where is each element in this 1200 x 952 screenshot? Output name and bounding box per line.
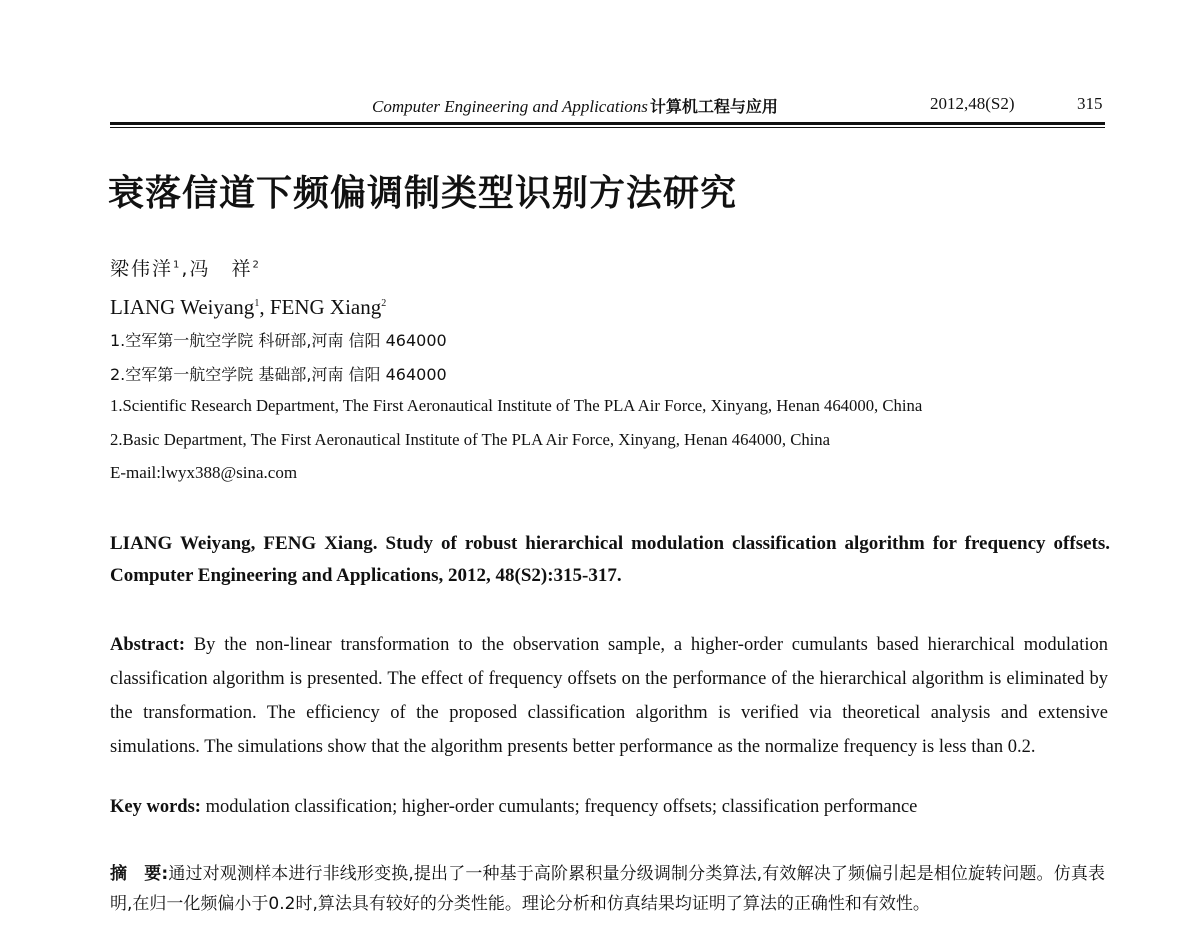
abstract-cn (110, 859, 1105, 919)
page-number: 315 (1077, 94, 1103, 113)
authors-en (110, 295, 386, 320)
authors-cn-separator: , (181, 258, 190, 280)
abstract-label: Abstract: (110, 635, 186, 655)
affiliation-en-1: 1.Scientific Research Department, The First Aeronautical Institute of The PLA Air Force, Xinyang, Henan 464000, China (110, 396, 923, 415)
author1-en: LIANG Weiyang (110, 295, 255, 319)
paper-title: 衰落信道下频偏调制类型识别方法研究 (108, 173, 738, 214)
affiliation-en-2: 2.Basic Department, The First Aeronautical Institute of The PLA Air Force, Xinyang, Henan 464000, China (110, 430, 831, 449)
authors-en-separator: , (259, 295, 270, 319)
abstract-cn-label: 摘 要: (110, 864, 169, 884)
header-rule-thin (110, 127, 1105, 128)
header-rule-thick (110, 122, 1105, 125)
affiliation-cn-1: 1.空军第一航空学院 科研部,河南 信阳 464000 (110, 331, 447, 350)
affiliation-cn-2: 2.空军第一航空学院 基础部,河南 信阳 464000 (110, 365, 447, 384)
abstract-text: By the non-linear transformation to the observation sample, a higher-order cumulants based hierarchical modulation classification algorithm is presented. The effect of frequency offsets on the performance of the hierarchical algorithm is eliminated by the transformation. The efficiency of the proposed classification algorithm is verified via theoretical analysis and extensive simulations. The simulations show that the algorithm presents better performance as the normalize frequency is less than 0.2. (110, 635, 1109, 757)
author1-cn: 梁伟洋 (110, 258, 174, 280)
abstract (110, 628, 1108, 764)
author2-cn: 冯 祥 (189, 258, 253, 280)
abstract-cn-text: 通过对观测样本进行非线形变换,提出了一种基于高阶累积量分级调制分类算法,有效解决了频偏引起是相位旋转问题。仿真表明,在归一化频偏小于0.2时,算法具有较好的分类性能。理论分析和仿真结果均证明了算法的正确性和有效性。 (110, 864, 1105, 914)
issue-number: 2012,48(S2) (930, 94, 1015, 113)
author1-en-affiliation-mark: 1 (254, 298, 260, 309)
author1-cn-affiliation-mark: 1 (173, 259, 182, 271)
keywords-label: Key words: (110, 797, 201, 817)
author2-en-affiliation-mark: 2 (381, 298, 387, 309)
journal-name-cn: 计算机工程与应用 (649, 97, 778, 116)
authors-cn (110, 254, 261, 281)
citation: LIANG Weiyang, FENG Xiang. Study of robust hierarchical modulation classification algorithm for frequency offsets. Computer Engineering and Applications, 2012, 48(S2):315-317. (110, 533, 1110, 586)
author2-cn-affiliation-mark: 2 (252, 259, 261, 271)
email: E-mail:lwyx388@sina.com (110, 463, 298, 482)
keywords (110, 797, 917, 818)
journal-name-en: Computer Engineering and Applications (372, 97, 648, 116)
journal-name (372, 94, 778, 117)
author2-en: FENG Xiang (269, 295, 382, 319)
keywords-text: modulation classification; higher-order cumulants; frequency offsets; classification performance (205, 797, 918, 817)
